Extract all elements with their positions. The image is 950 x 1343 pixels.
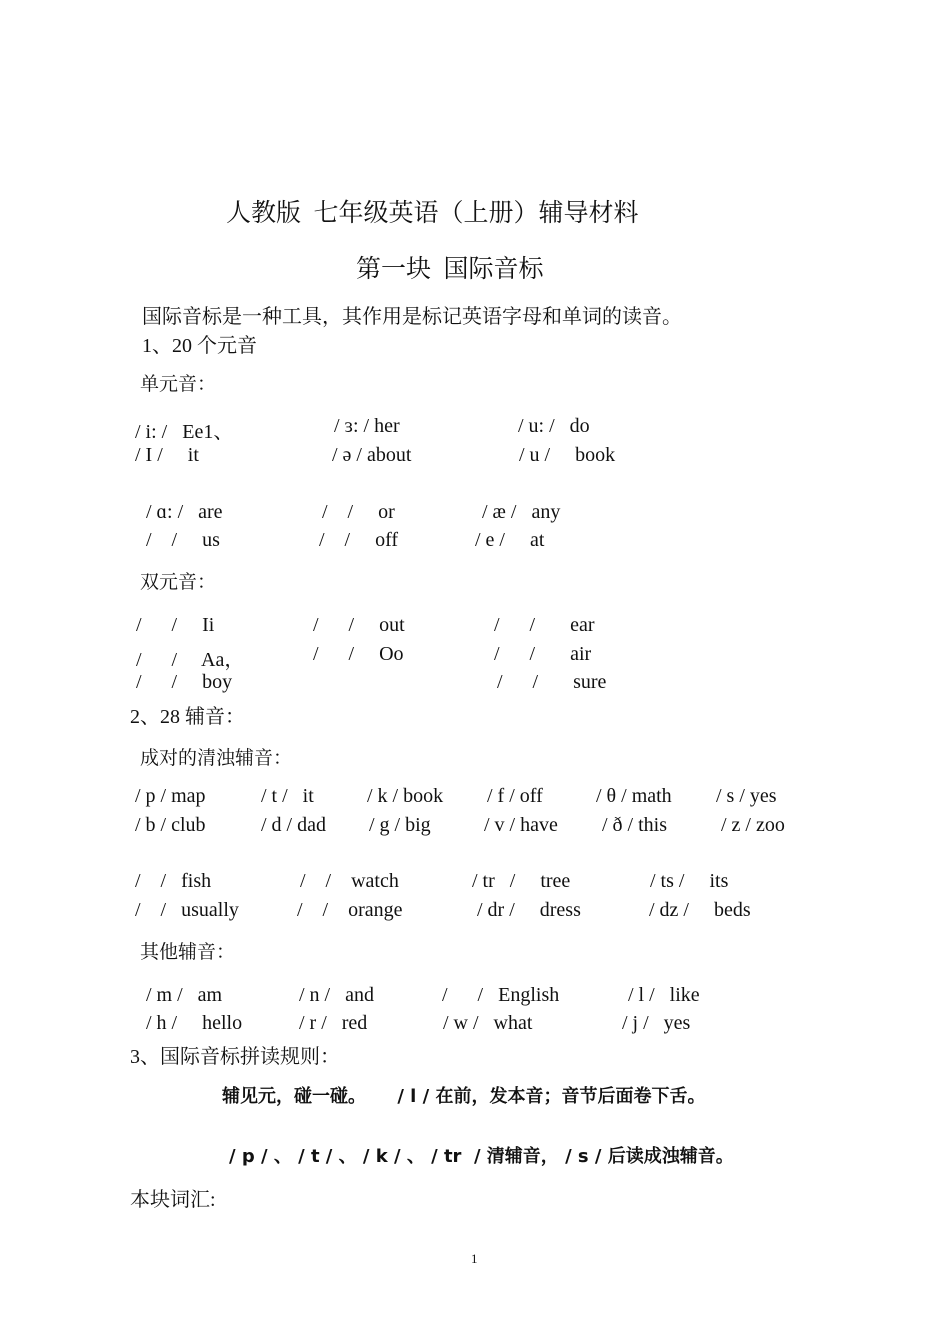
diphthong-cell: / / ear (494, 614, 595, 636)
consonant-cell: / h / hello (146, 1012, 243, 1034)
section-title: 第一块 国际音标 (356, 256, 544, 283)
heading-single-vowels: 单元音： (140, 373, 217, 395)
consonant-cell: / p / map (135, 785, 206, 807)
page-number: 1 (471, 1251, 478, 1266)
consonant-cell: / m / am (146, 984, 223, 1006)
consonant-cell: / / usually (135, 899, 239, 921)
diphthong-cell: / / air (494, 643, 592, 665)
consonant-cell: / / English (442, 984, 560, 1006)
consonant-cell: / n / and (299, 984, 374, 1006)
diphthong-cell: / / sure (497, 671, 607, 693)
vowel-cell: / ɑ: / are (146, 501, 223, 523)
consonant-cell: / θ / math (596, 785, 672, 807)
vowel-cell: / / or (322, 501, 395, 523)
consonant-cell: / v / have (484, 814, 558, 836)
vowel-cell: / ɜ: / her (334, 415, 400, 437)
vowel-cell: / u / book (519, 444, 616, 466)
consonant-cell: / b / club (135, 814, 206, 836)
consonant-cell: / r / red (299, 1012, 368, 1034)
diphthong-cell: / / out (313, 614, 405, 636)
heading-other-consonants: 其他辅音： (140, 941, 236, 963)
consonant-cell: / / fish (135, 870, 212, 892)
vowel-cell: / ə / about (332, 444, 412, 466)
consonant-cell: / g / big (369, 814, 431, 836)
vowel-cell: / u: / do (518, 415, 590, 437)
consonant-cell: / f / off (487, 785, 543, 807)
heading-consonant-pairs: 成对的清浊辅音： (140, 747, 293, 769)
consonant-cell: / / orange (297, 899, 403, 921)
vowel-cell: / I / it (135, 444, 199, 466)
consonant-cell: / dz / beds (649, 899, 751, 921)
vowel-cell: / / us (146, 529, 220, 551)
consonant-cell: / j / yes (622, 1012, 691, 1034)
consonant-cell: / d / dad (261, 814, 326, 836)
intro-text: 国际音标是一种工具，其作用是标记英语字母和单词的读音。 (142, 306, 682, 328)
rule-line-1: 辅见元，碰一碰。 / l / 在前，发本音；音节后面卷下舌。 (222, 1086, 706, 1107)
consonant-cell: / tr / tree (472, 870, 571, 892)
heading-diphthongs: 双元音： (140, 571, 217, 593)
consonant-cell: / z / zoo (721, 814, 785, 836)
consonant-cell: / ts / its (650, 870, 729, 892)
vowel-cell: / e / at (475, 529, 545, 551)
vowel-cell: / / off (319, 529, 399, 551)
diphthong-cell: / / Ii (136, 614, 215, 636)
consonant-cell: / / watch (300, 870, 399, 892)
vocab-label: 本块词汇: (130, 1189, 216, 1211)
diphthong-cell: / / Oo (313, 643, 404, 665)
vowel-cell: / æ / any (482, 501, 561, 523)
doc-title: 人教版 七年级英语（上册）辅导材料 (226, 200, 639, 227)
heading-spelling-rules: 3、国际音标拼读规则： (130, 1046, 340, 1068)
consonant-cell: / l / like (628, 984, 700, 1006)
consonant-cell: / w / what (443, 1012, 533, 1034)
heading-consonants: 2、28 辅音： (130, 706, 245, 728)
consonant-cell: / ð / this (602, 814, 668, 836)
consonant-cell: / s / yes (716, 785, 777, 807)
heading-vowels: 1、20 个元音 (142, 335, 257, 357)
consonant-cell: / dr / dress (477, 899, 581, 921)
vowel-cell: / i: / Ee1、 (135, 421, 234, 443)
rule-line-2: / p / 、 / t / 、 / k / 、 / tr / 清辅音， / s / 后读成浊辅音。 (229, 1146, 734, 1167)
consonant-cell: / t / it (261, 785, 314, 807)
diphthong-cell: / / boy (136, 671, 233, 693)
consonant-cell: / k / book (367, 785, 444, 807)
diphthong-cell: / / Aa， (136, 649, 245, 671)
